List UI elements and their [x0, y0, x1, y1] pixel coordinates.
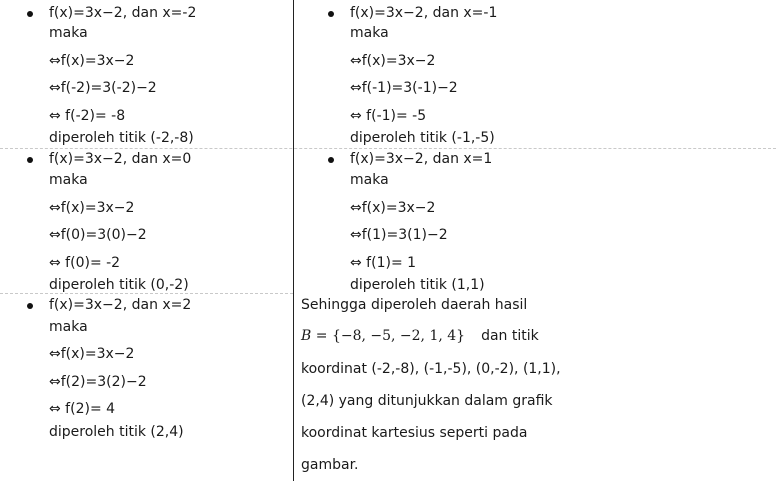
set-values: {−8, −5, −2, 1, 4}: [331, 328, 466, 344]
block-header: f(x)=3x−2, dan x=-1: [350, 5, 498, 21]
conclusion-line: (2,4) yang ditunjukkan dalam grafik: [301, 393, 553, 409]
result-line: diperoleh titik (-1,-5): [350, 130, 495, 146]
range-set-line: [301, 328, 539, 345]
block-header: f(x)=3x−2, dan x=0: [49, 151, 192, 167]
set-equals: =: [311, 328, 332, 344]
maka-label: maka: [350, 172, 389, 188]
step-line: ⇔f(x)=3x−2: [49, 200, 135, 216]
step-line: ⇔f(0)=3(0)−2: [49, 227, 147, 243]
block-header: f(x)=3x−2, dan x=-2: [49, 5, 197, 21]
bullet-icon: [27, 303, 33, 309]
bullet-icon: [328, 11, 334, 17]
step-line: ⇔f(1)=3(1)−2: [350, 227, 448, 243]
maka-label: maka: [350, 25, 389, 41]
conclusion-line: koordinat kartesius seperti pada: [301, 425, 528, 441]
block-header: f(x)=3x−2, dan x=2: [49, 297, 192, 313]
row-divider-1: [0, 148, 776, 149]
result-line: diperoleh titik (-2,-8): [49, 130, 194, 146]
step-line: ⇔f(-2)=3(-2)−2: [49, 80, 157, 96]
step-line: ⇔f(2)=3(2)−2: [49, 374, 147, 390]
step-line: ⇔f(x)=3x−2: [350, 200, 436, 216]
maka-label: maka: [49, 172, 88, 188]
step-line: ⇔ f(-1)= -5: [350, 108, 427, 124]
result-line: diperoleh titik (2,4): [49, 424, 184, 440]
step-line: ⇔ f(2)= 4: [49, 401, 116, 417]
conclusion-line: koordinat (-2,-8), (-1,-5), (0,-2), (1,1),: [301, 361, 561, 377]
block-header: f(x)=3x−2, dan x=1: [350, 151, 493, 167]
step-line: ⇔f(-1)=3(-1)−2: [350, 80, 458, 96]
set-variable: B: [301, 328, 312, 344]
column-divider: [293, 0, 294, 481]
bullet-icon: [328, 157, 334, 163]
step-line: ⇔ f(-2)= -8: [49, 108, 126, 124]
bullet-icon: [27, 157, 33, 163]
maka-label: maka: [49, 25, 88, 41]
set-suffix: dan titik: [481, 328, 539, 344]
conclusion-line: Sehingga diperoleh daerah hasil: [301, 297, 528, 313]
step-line: ⇔ f(1)= 1: [350, 255, 417, 271]
conclusion-line: gambar.: [301, 457, 359, 473]
step-line: ⇔f(x)=3x−2: [350, 53, 436, 69]
bullet-icon: [27, 11, 33, 17]
result-line: diperoleh titik (1,1): [350, 277, 485, 293]
result-line: diperoleh titik (0,-2): [49, 277, 189, 293]
maka-label: maka: [49, 319, 88, 335]
step-line: ⇔f(x)=3x−2: [49, 53, 135, 69]
range-set-formula: [301, 328, 465, 344]
step-line: ⇔ f(0)= -2: [49, 255, 121, 271]
step-line: ⇔f(x)=3x−2: [49, 346, 135, 362]
